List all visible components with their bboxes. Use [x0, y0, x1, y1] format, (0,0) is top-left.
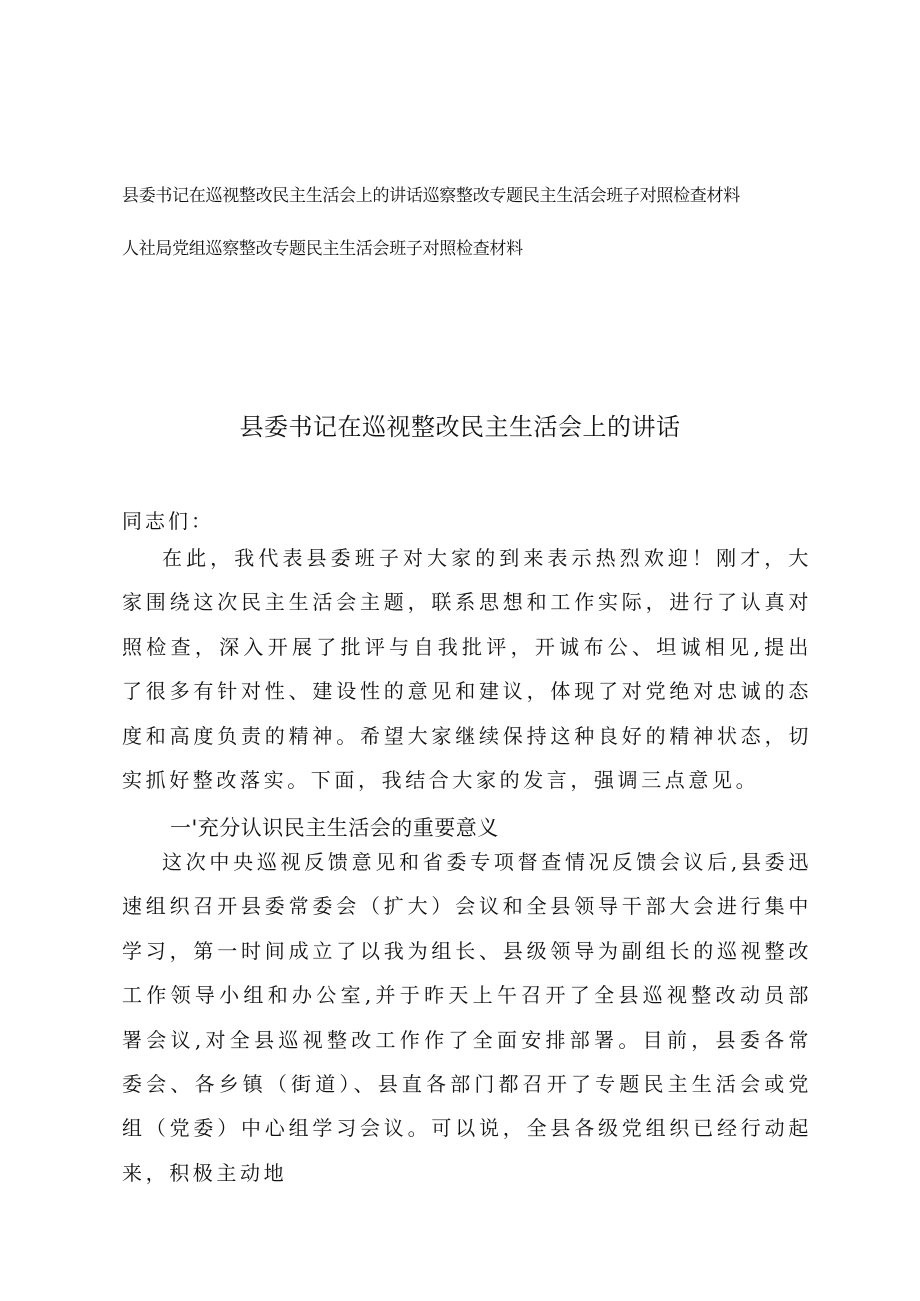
paragraph-2: 这次中央巡视反馈意见和省委专项督查情况反馈会议后,县委迅速组织召开县委常委会（扩大）会议和全县领导干部大会进行集中学习，第一时间成立了以我为组长、县级领导为副组长的巡视整改工作领导小组和办公室,并于昨天上午召开了全县巡视整改动员部署会议,对全县巡视整改工作作了全面安排部署。目前，县委各常委会、各乡镇（街道）、县直各部门都召开了专题民主生活会或党组（党委）中心组学习会议。可以说，全县各级党组织已经行动起来，积极主动地 [122, 850, 812, 1185]
section-heading-1: 一'充分认识民主生活会的重要意义 [170, 816, 499, 840]
toc-line-1: 县委书记在巡视整改民主生活会上的讲话巡察整改专题民主生活会班子对照检查材料 [122, 186, 740, 206]
toc-line-2: 人社局党组巡察整改专题民主生活会班子对照检查材料 [122, 239, 523, 259]
document-title: 县委书记在巡视整改民主生活会上的讲话 [239, 413, 681, 441]
salutation: 同志们： [122, 509, 214, 533]
paragraph-1: 在此，我代表县委班子对大家的到来表示热烈欢迎！刚才，大家围绕这次民主生活会主题，联系思想和工作实际，进行了认真对照检查，深入开展了批评与自我批评，开诚布公、坦诚相见,提出了很多有针对性、建设性的意见和建议，体现了对党绝对忠诚的态度和高度负责的精神。希望大家继续保持这种良好的精神状态，切实抓好整改落实。下面，我结合大家的发言，强调三点意见。 [122, 546, 812, 793]
